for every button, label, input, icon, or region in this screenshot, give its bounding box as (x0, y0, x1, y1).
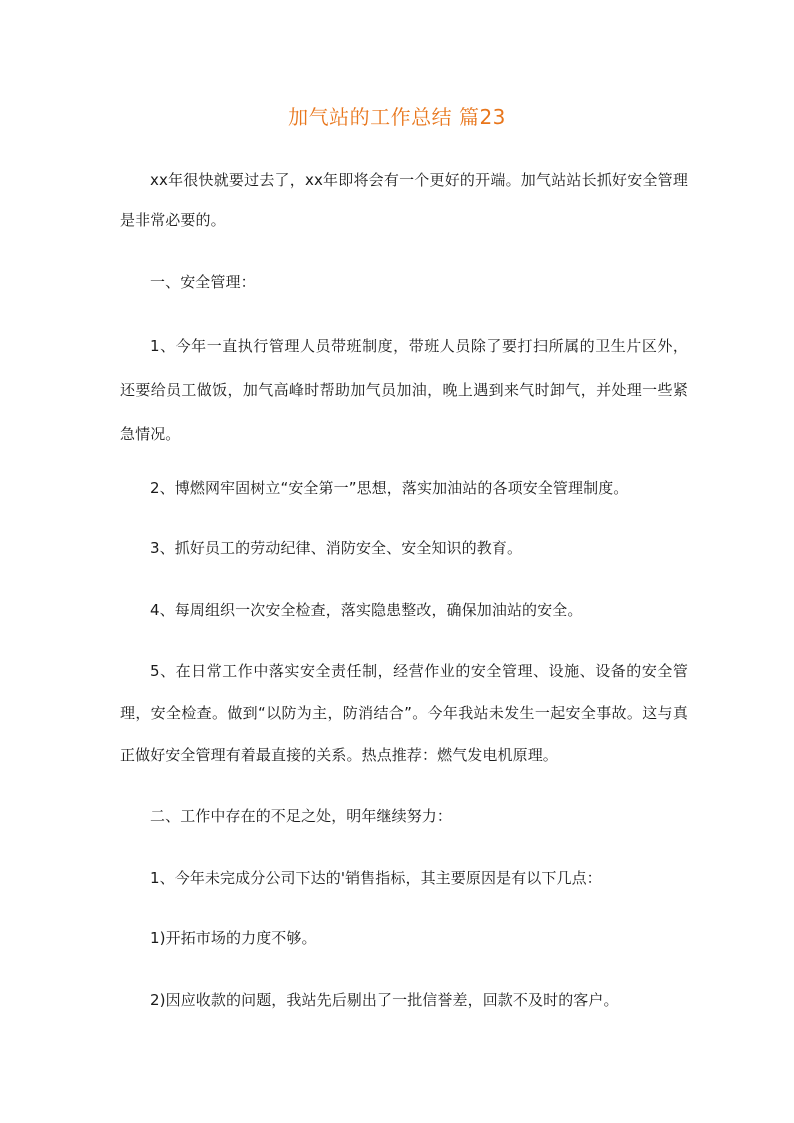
paragraph-item-4: 4、每周组织一次安全检查，落实隐患整改，确保加油站的安全。 (150, 601, 583, 619)
paragraph-sub-1: 1)开拓市场的力度不够。 (150, 929, 317, 947)
paragraph-sub-2: 2)因应收款的问题，我站先后剔出了一批信誉差，回款不及时的客户。 (150, 991, 619, 1009)
document-title: 加气站的工作总结 篇23 (288, 105, 506, 129)
paragraph-intro: xx年很快就要过去了，xx年即将会有一个更好的开端。加气站站长抓好安全管理是非常必要的。 (120, 171, 688, 229)
paragraph-shortcoming-1: 1、今年未完成分公司下达的'销售指标，其主要原因是有以下几点： (150, 869, 602, 887)
paragraph-item-5: 5、在日常工作中落实安全责任制，经营作业的安全管理、设施、设备的安全管理，安全检查。做到“以防为主，防消结合”。今年我站未发生一起安全事故。这与真正做好安全管理有着最直接的关系。热点推荐：燃气发电机原理。 (120, 662, 688, 764)
section-heading-shortcomings: 二、工作中存在的不足之处，明年继续努力： (150, 807, 453, 825)
section-heading-safety: 一、安全管理： (150, 273, 256, 291)
paragraph-item-1: 1、今年一直执行管理人员带班制度，带班人员除了要打扫所属的卫生片区外，还要给员工做饭，加气高峰时帮助加气员加油，晚上遇到来气时卸气，并处理一些紧急情况。 (120, 337, 688, 443)
paragraph-item-2: 2、博燃网牢固树立“安全第一”思想，落实加油站的各项安全管理制度。 (150, 479, 629, 497)
paragraph-item-3: 3、抓好员工的劳动纪律、消防安全、安全知识的教育。 (150, 539, 523, 557)
